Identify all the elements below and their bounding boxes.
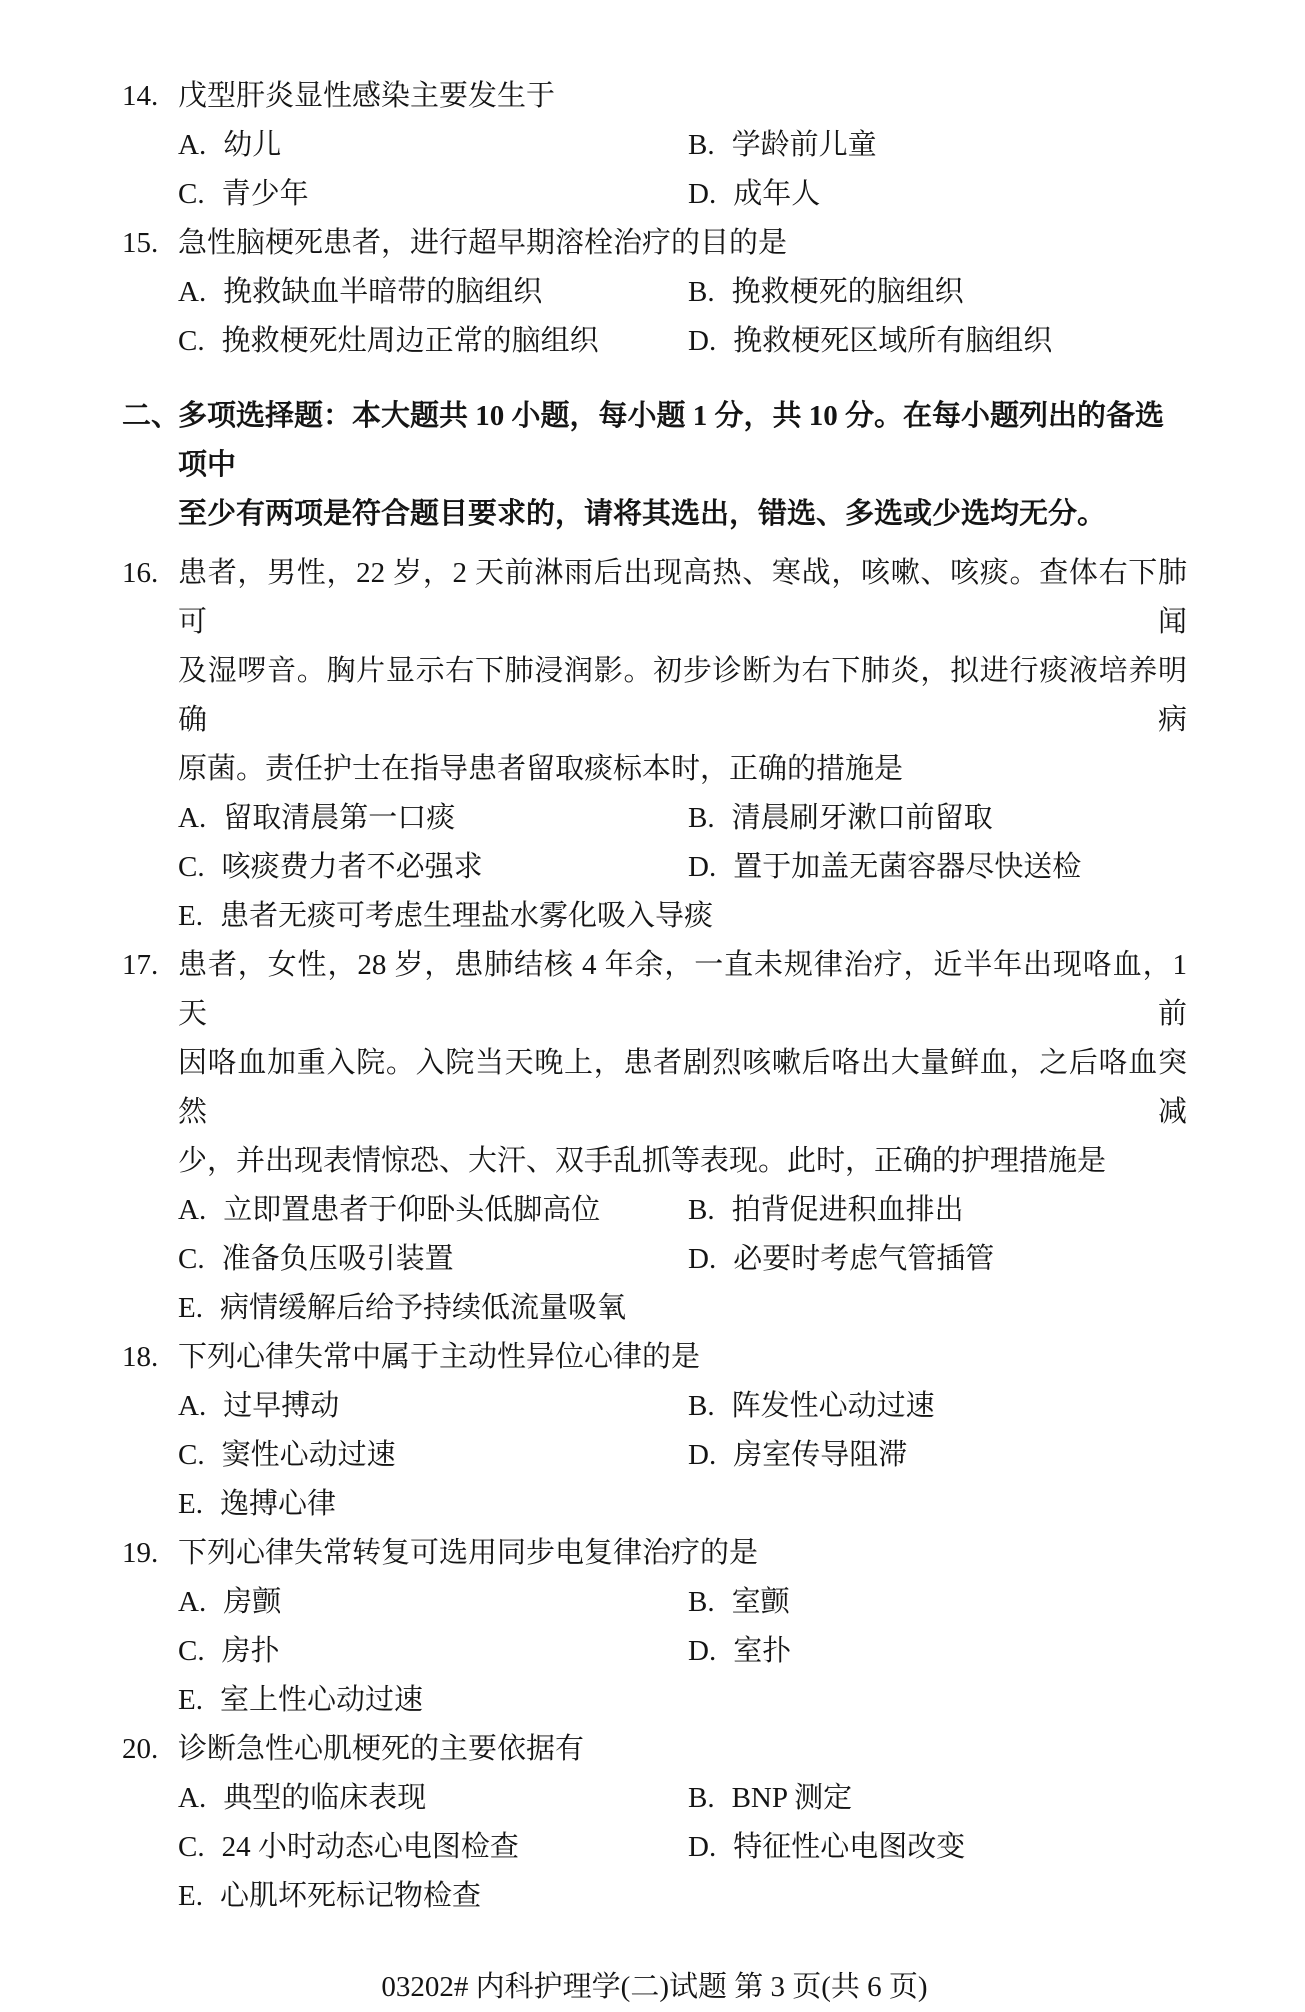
question-17 [122, 941, 1187, 1333]
option-text: 留取清晨第一口痰 [223, 802, 456, 834]
option-label: E. [178, 900, 203, 932]
option-item [178, 1382, 688, 1431]
options-row [178, 1382, 1187, 1431]
option-label: C. [178, 178, 205, 210]
option-text: 清晨刷牙漱口前留取 [731, 802, 993, 834]
options-row [178, 892, 1187, 941]
option-item [688, 1186, 964, 1235]
option-text: 学龄前儿童 [731, 129, 877, 161]
option-text: 房扑 [221, 1635, 280, 1667]
option-item [178, 1431, 688, 1480]
option-text: 挽救缺血半暗带的脑组织 [223, 276, 543, 308]
question-stem-line: 诊断急性心肌梗死的主要依据有 [178, 1733, 585, 1765]
question-16 [122, 549, 1187, 941]
question-stem-line: 戊型肝炎显性感染主要发生于 [178, 80, 556, 112]
options-row [178, 1235, 1187, 1284]
option-item [688, 268, 964, 317]
option-text: BNP 测定 [731, 1782, 853, 1814]
option-text: 咳痰费力者不必强求 [221, 851, 483, 883]
option-item [178, 843, 688, 892]
question-number: 14. [122, 80, 159, 112]
option-item [688, 794, 993, 843]
option-label: A. [178, 1194, 207, 1226]
option-text: 挽救梗死区域所有脑组织 [733, 325, 1053, 357]
option-text: 置于加盖无菌容器尽快送检 [733, 851, 1082, 883]
option-item [178, 794, 688, 843]
question-stem-line: 原菌。责任护士在指导患者留取痰标本时，正确的措施是 [178, 753, 904, 785]
question-18 [122, 1333, 1187, 1529]
option-text: 室上性心动过速 [219, 1684, 423, 1716]
option-label: B. [688, 276, 715, 308]
option-label: C. [178, 1243, 205, 1275]
question-body [178, 941, 1187, 1333]
option-text: 拍背促进积血排出 [731, 1194, 964, 1226]
option-label: D. [688, 178, 717, 210]
option-text: 挽救梗死的脑组织 [731, 276, 964, 308]
question-number: 16. [122, 557, 159, 589]
option-label: D. [688, 851, 717, 883]
options-row [178, 170, 1187, 219]
question-body [178, 1529, 1187, 1725]
question-stem-line: 患者，女性，28 岁，患肺结核 4 年余，一直未规律治疗，近半年出现咯血，1 天前 [178, 949, 1187, 1030]
option-text: 窦性心动过速 [221, 1439, 396, 1471]
option-text: 立即置患者于仰卧头低脚高位 [223, 1194, 601, 1226]
option-text: 房颤 [223, 1586, 282, 1618]
option-label: C. [178, 1439, 205, 1471]
option-label: D. [688, 1243, 717, 1275]
question-number: 20. [122, 1733, 159, 1765]
question-stem-line: 下列心律失常中属于主动性异位心律的是 [178, 1341, 701, 1373]
question-14 [122, 72, 1187, 219]
option-text: 幼儿 [223, 129, 282, 161]
option-item [178, 317, 688, 366]
option-text: 成年人 [733, 178, 821, 210]
question-stem-line: 少，并出现表情惊恐、大汗、双手乱抓等表现。此时，正确的护理措施是 [178, 1145, 1107, 1177]
question-stem-line: 急性脑梗死患者，进行超早期溶栓治疗的目的是 [178, 227, 788, 259]
option-text: 室扑 [733, 1635, 792, 1667]
section-header-body [178, 392, 1187, 539]
question-number: 18. [122, 1341, 159, 1373]
option-item [178, 268, 688, 317]
question-19 [122, 1529, 1187, 1725]
question-stem-line: 及湿啰音。胸片显示右下肺浸润影。初步诊断为右下肺炎，拟进行痰液培养明确病 [178, 655, 1187, 736]
question-stem-line: 下列心律失常转复可选用同步电复律治疗的是 [178, 1537, 759, 1569]
option-item [178, 892, 713, 941]
option-item [178, 1676, 688, 1725]
option-label: A. [178, 1586, 207, 1618]
question-number: 17. [122, 949, 159, 981]
option-label: C. [178, 325, 205, 357]
section-number: 二、 [122, 400, 181, 432]
question-body [178, 1333, 1187, 1529]
options-row [178, 317, 1187, 366]
option-item [688, 170, 820, 219]
option-text: 24 小时动态心电图检查 [221, 1831, 519, 1863]
options-row [178, 1186, 1187, 1235]
option-item [178, 1284, 688, 1333]
option-text: 典型的临床表现 [223, 1782, 427, 1814]
option-item [688, 1627, 791, 1676]
option-item [688, 1382, 935, 1431]
options-row [178, 1431, 1187, 1480]
option-item [178, 1823, 688, 1872]
option-text: 青少年 [221, 178, 309, 210]
footer-text: 03202# 内科护理学(二)试题 第 3 页(共 6 页) [381, 1971, 928, 2003]
option-text: 挽救梗死灶周边正常的脑组织 [221, 325, 599, 357]
option-item [178, 1627, 688, 1676]
option-label: C. [178, 1831, 205, 1863]
question-15 [122, 219, 1187, 366]
option-label: A. [178, 129, 207, 161]
options-row [178, 1823, 1187, 1872]
option-label: A. [178, 1782, 207, 1814]
option-text: 心肌坏死标记物检查 [219, 1880, 481, 1912]
option-label: E. [178, 1684, 203, 1716]
option-text: 病情缓解后给予持续低流量吸氧 [219, 1292, 626, 1324]
option-text: 必要时考虑气管插管 [733, 1243, 995, 1275]
option-label: B. [688, 1390, 715, 1422]
section-header-line: 多项选择题：本大题共 10 小题，每小题 1 分，共 10 分。在每小题列出的备选项中 [178, 400, 1165, 481]
section-header-line: 至少有两项是符合题目要求的，请将其选出，错选、多选或少选均无分。 [178, 498, 1107, 530]
option-item [178, 121, 688, 170]
options-row [178, 121, 1187, 170]
option-item [178, 1235, 688, 1284]
option-label: D. [688, 325, 717, 357]
option-label: A. [178, 1390, 207, 1422]
options-row [178, 1480, 1187, 1529]
options-row [178, 268, 1187, 317]
option-label: D. [688, 1439, 717, 1471]
option-label: D. [688, 1635, 717, 1667]
option-label: A. [178, 276, 207, 308]
options-row [178, 1578, 1187, 1627]
options-row [178, 1284, 1187, 1333]
options-row [178, 1774, 1187, 1823]
page-footer [122, 1963, 1187, 2012]
options-row [178, 794, 1187, 843]
option-item [178, 1186, 688, 1235]
question-body [178, 72, 1187, 219]
option-item [688, 1578, 790, 1627]
option-label: D. [688, 1831, 717, 1863]
option-label: E. [178, 1488, 203, 1520]
question-20 [122, 1725, 1187, 1921]
option-item [178, 1480, 688, 1529]
option-label: E. [178, 1880, 203, 1912]
option-item [178, 170, 688, 219]
option-text: 逸搏心律 [219, 1488, 336, 1520]
option-text: 患者无痰可考虑生理盐水雾化吸入导痰 [219, 900, 713, 932]
question-stem-line: 因咯血加重入院。入院当天晚上，患者剧烈咳嗽后咯出大量鲜血，之后咯血突然减 [178, 1047, 1187, 1128]
option-text: 室颤 [731, 1586, 790, 1618]
option-label: B. [688, 1782, 715, 1814]
section-header [122, 392, 1187, 539]
option-text: 特征性心电图改变 [733, 1831, 966, 1863]
option-text: 过早搏动 [223, 1390, 340, 1422]
options-row [178, 1872, 1187, 1921]
options-row [178, 1627, 1187, 1676]
question-body [178, 1725, 1187, 1921]
option-text: 房室传导阻滞 [733, 1439, 908, 1471]
option-label: E. [178, 1292, 203, 1324]
question-number: 15. [122, 227, 159, 259]
question-stem-line: 患者，男性，22 岁，2 天前淋雨后出现高热、寒战，咳嗽、咳痰。查体右下肺可闻 [178, 557, 1187, 638]
option-label: C. [178, 1635, 205, 1667]
option-label: B. [688, 129, 715, 161]
options-row [178, 843, 1187, 892]
option-item [688, 1431, 907, 1480]
option-label: B. [688, 1586, 715, 1618]
option-item [688, 1235, 994, 1284]
option-item [688, 317, 1052, 366]
option-text: 准备负压吸引装置 [221, 1243, 454, 1275]
option-label: B. [688, 802, 715, 834]
option-item [178, 1872, 688, 1921]
option-item [178, 1578, 688, 1627]
question-body [178, 549, 1187, 941]
option-label: C. [178, 851, 205, 883]
option-item [688, 121, 877, 170]
option-item [178, 1774, 688, 1823]
options-row [178, 1676, 1187, 1725]
option-label: B. [688, 1194, 715, 1226]
question-number: 19. [122, 1537, 159, 1569]
question-body [178, 219, 1187, 366]
option-label: A. [178, 802, 207, 834]
option-text: 阵发性心动过速 [731, 1390, 935, 1422]
option-item [688, 1774, 852, 1823]
option-item [688, 843, 1081, 892]
option-item [688, 1823, 965, 1872]
